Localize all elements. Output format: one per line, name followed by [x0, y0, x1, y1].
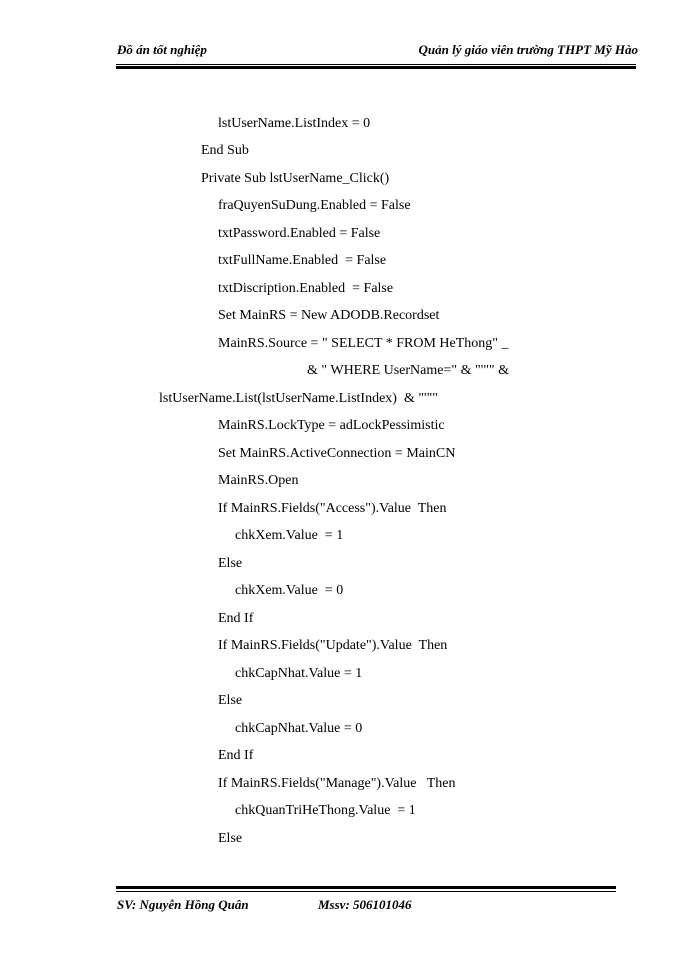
footer-student-name: SV: Nguyễn Hồng Quân — [117, 897, 249, 912]
code-line: End If — [218, 748, 254, 763]
header-left-title: Đồ án tốt nghiệp — [117, 42, 207, 57]
code-line: chkXem.Value = 0 — [235, 583, 344, 598]
code-line: End If — [218, 611, 254, 626]
code-line: txtFullName.Enabled = False — [218, 253, 387, 268]
code-line: Private Sub lstUserName_Click() — [201, 171, 390, 186]
footer-student-id: Mssv: 506101046 — [318, 897, 412, 912]
code-line: lstUserName.List(lstUserName.ListIndex) & "'"" — [159, 391, 438, 406]
code-line: chkXem.Value = 1 — [235, 528, 344, 543]
code-line: chkCapNhat.Value = 0 — [235, 721, 363, 736]
code-line: lstUserName.ListIndex = 0 — [218, 116, 371, 131]
code-line: chkQuanTriHeThong.Value = 1 — [235, 803, 416, 818]
code-line: Else — [218, 556, 243, 571]
code-line: MainRS.LockType = adLockPessimistic — [218, 418, 445, 433]
code-line: Set MainRS.ActiveConnection = MainCN — [218, 446, 456, 461]
code-line: fraQuyenSuDung.Enabled = False — [218, 198, 411, 213]
code-line: txtPassword.Enabled = False — [218, 226, 381, 241]
code-line: txtDiscription.Enabled = False — [218, 281, 394, 296]
code-line: & " WHERE UserName=" & "'"" & — [307, 363, 510, 378]
code-line: If MainRS.Fields("Manage").Value Then — [218, 776, 456, 791]
code-line: If MainRS.Fields("Update").Value Then — [218, 638, 448, 653]
code-line: MainRS.Open — [218, 473, 299, 488]
code-line: Else — [218, 831, 243, 846]
code-line: If MainRS.Fields("Access").Value Then — [218, 501, 447, 516]
footer-rule — [116, 886, 616, 892]
code-line: End Sub — [201, 143, 249, 158]
code-line: Else — [218, 693, 243, 708]
code-line: MainRS.Source = " SELECT * FROM HeThong" _ — [218, 336, 509, 351]
header-right-title: Quản lý giáo viên trường THPT Mỹ Hào — [418, 42, 638, 57]
code-line: Set MainRS = New ADODB.Recordset — [218, 308, 440, 323]
code-line: chkCapNhat.Value = 1 — [235, 666, 363, 681]
